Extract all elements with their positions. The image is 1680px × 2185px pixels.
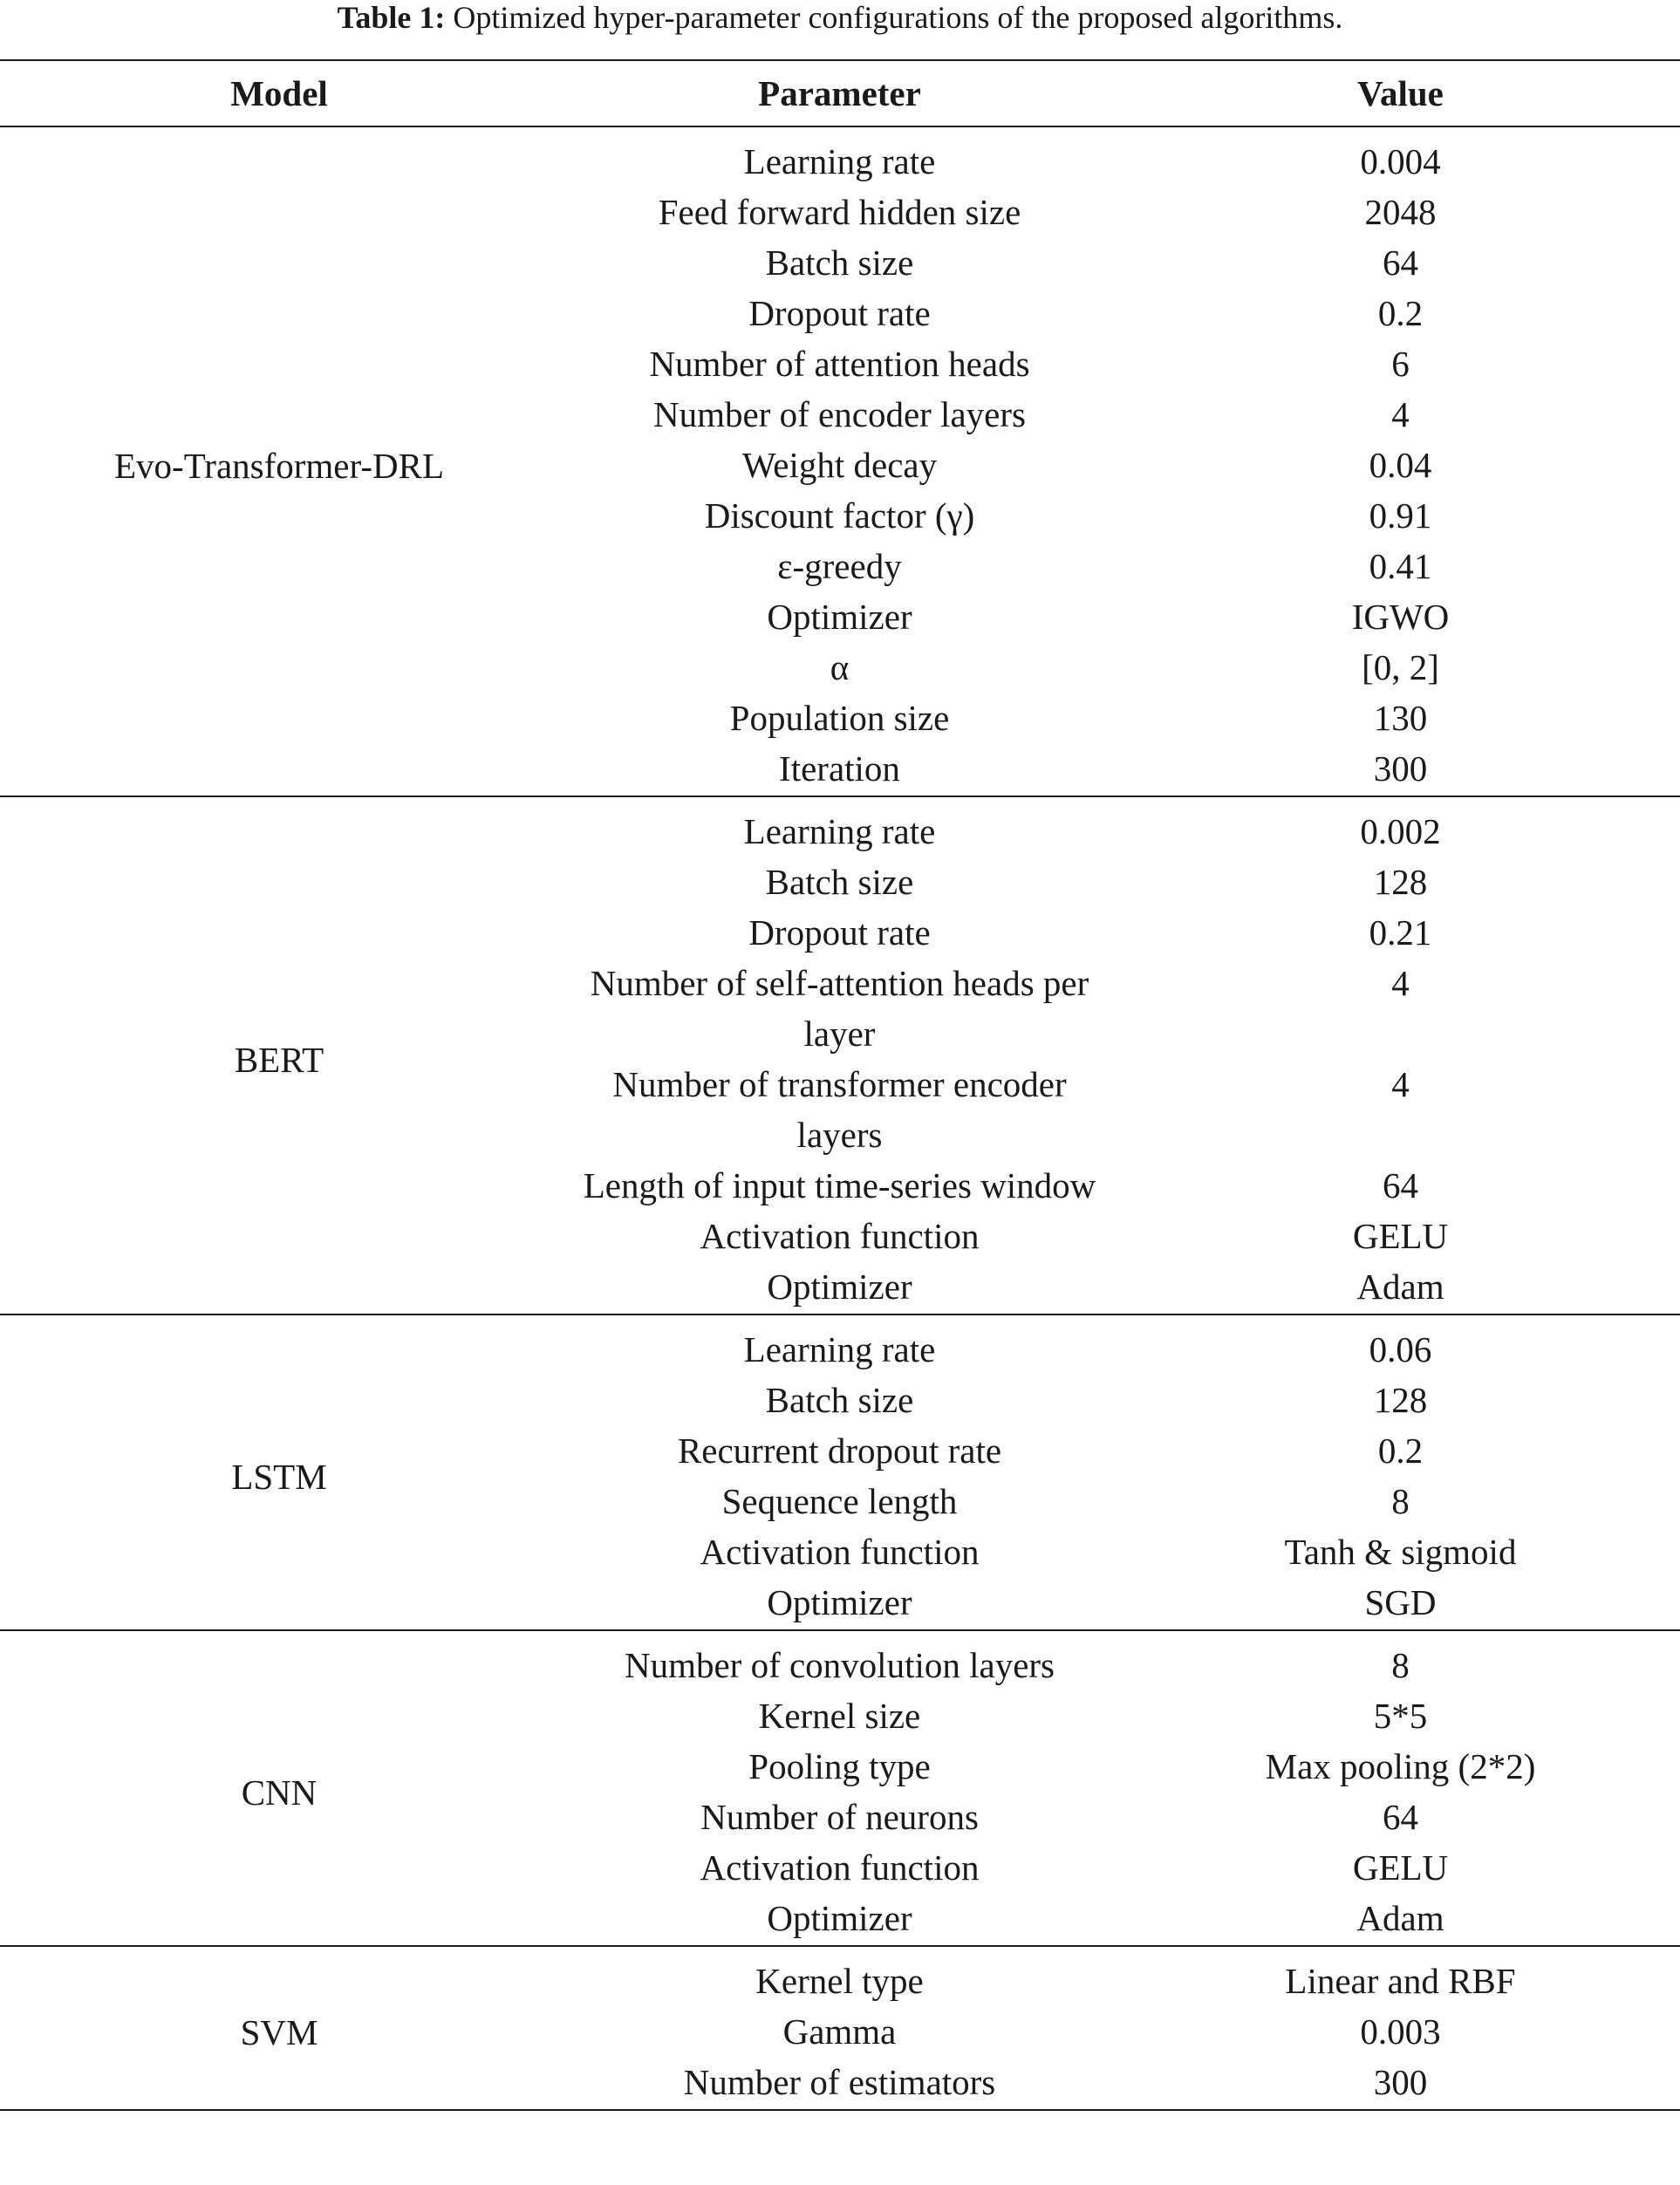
table-row: [0, 1314, 1680, 1375]
header-row: [0, 60, 1680, 126]
parameter-cell: [558, 2006, 1121, 2057]
parameter-cell: [558, 1211, 1121, 1261]
parameter-text: Optimizer: [767, 1582, 912, 1622]
value-cell: Adam: [1356, 1898, 1444, 1938]
parameter-text: Batch size: [765, 862, 914, 902]
parameter-cell: [558, 1160, 1121, 1211]
value-cell: 0.2: [1377, 1430, 1424, 1471]
value-cell: Linear and RBF: [1285, 1961, 1516, 2001]
table-row: [0, 126, 1680, 187]
model-name: LSTM: [231, 1457, 327, 1497]
parameter-text: Weight decay: [741, 445, 938, 485]
parameter-cell: [558, 1526, 1121, 1577]
value-cell: 64: [1383, 242, 1418, 283]
parameter-text: Number of neurons: [700, 1797, 979, 1837]
value-cell: 2048: [1364, 192, 1437, 232]
table-caption: [0, 0, 1680, 38]
parameter-cell: [558, 1893, 1121, 1946]
parameter-cell: [558, 541, 1121, 591]
value-cell: 6: [1391, 344, 1410, 384]
parameter-text: ε-greedy: [777, 546, 902, 586]
parameter-text: Recurrent dropout rate: [677, 1430, 1002, 1471]
value-cell: Max pooling (2*2): [1265, 1746, 1536, 1786]
parameter-text: Number of encoder layers: [653, 394, 1026, 434]
value-cell: 0.04: [1369, 445, 1432, 485]
hyperparameter-table-container: [0, 59, 1680, 2111]
header-parameter: Parameter: [558, 60, 1121, 126]
model-group-bert: [0, 796, 1680, 1314]
value-cell: 300: [1373, 748, 1428, 789]
parameter-text: Number of convolution layers: [624, 1645, 1055, 1685]
value-cell: 0.003: [1360, 2011, 1441, 2052]
header-model: Model: [0, 60, 558, 126]
value-cell: IGWO: [1351, 597, 1450, 637]
parameter-text: Discount factor (γ): [704, 495, 975, 536]
parameter-text: Number of estimators: [683, 2062, 996, 2102]
parameter-cell: [558, 1792, 1121, 1842]
value-cell: 0.21: [1369, 912, 1432, 953]
parameter-text: Kernel size: [758, 1696, 921, 1736]
value-cell: 300: [1373, 2062, 1428, 2102]
value-cell: [0, 2]: [1362, 647, 1439, 687]
model-group-evo-transformer-drl: [0, 126, 1680, 796]
parameter-text: Number of attention heads: [649, 344, 1030, 384]
parameter-text: Number of transformer encoder layers: [612, 1064, 1067, 1155]
parameter-text: Pooling type: [748, 1746, 931, 1786]
model-group-svm: [0, 1946, 1680, 2110]
parameter-cell: [558, 1476, 1121, 1526]
table-row: [0, 1630, 1680, 1690]
parameter-cell: [558, 796, 1121, 857]
caption-label: Table 1:: [337, 0, 446, 35]
parameter-text: Number of self-attention heads per layer: [590, 963, 1089, 1054]
parameter-cell: [558, 857, 1121, 907]
parameter-text: Learning rate: [743, 811, 936, 851]
parameter-cell: [558, 1375, 1121, 1425]
parameter-cell: [558, 1314, 1121, 1375]
value-cell: 128: [1373, 862, 1428, 902]
value-cell: 0.91: [1369, 495, 1432, 536]
parameter-text: Dropout rate: [748, 912, 931, 953]
value-cell: 4: [1391, 1064, 1410, 1104]
value-cell: 4: [1391, 394, 1410, 434]
parameter-text: Iteration: [779, 748, 900, 789]
value-cell: GELU: [1352, 1847, 1449, 1888]
value-cell: 0.2: [1377, 293, 1424, 333]
parameter-cell: [558, 1630, 1121, 1690]
parameter-cell: [558, 693, 1121, 743]
parameter-cell: [558, 1577, 1121, 1630]
table-header: [0, 60, 1680, 126]
value-cell: 8: [1391, 1481, 1410, 1521]
table-row: [0, 796, 1680, 857]
parameter-cell: [558, 1946, 1121, 2006]
parameter-text: Gamma: [782, 2011, 897, 2052]
value-cell: 128: [1373, 1380, 1428, 1420]
parameter-cell: [558, 338, 1121, 389]
parameter-cell: [558, 1059, 1121, 1160]
parameter-text: Length of input time-series window: [583, 1165, 1096, 1205]
value-cell: SGD: [1364, 1582, 1437, 1622]
caption-text: Optimized hyper-parameter configurations of the proposed algorithms.: [453, 0, 1343, 35]
value-cell: 0.41: [1369, 546, 1432, 586]
parameter-cell: [558, 389, 1121, 440]
value-cell: Tanh & sigmoid: [1284, 1532, 1517, 1572]
value-cell: 64: [1383, 1797, 1418, 1837]
model-name: BERT: [234, 1040, 324, 1080]
model-group-lstm: [0, 1314, 1680, 1630]
value-cell: 5*5: [1373, 1696, 1428, 1736]
header-value: Value: [1121, 60, 1680, 126]
parameter-cell: [558, 591, 1121, 642]
model-name: Evo-Transformer-DRL: [114, 446, 444, 486]
hyperparameter-table: [0, 59, 1680, 2111]
value-cell: 0.002: [1360, 811, 1441, 851]
parameter-text: Kernel type: [755, 1961, 924, 2001]
parameter-text: Learning rate: [743, 141, 936, 181]
parameter-cell: [558, 1842, 1121, 1893]
parameter-text: Dropout rate: [748, 293, 931, 333]
parameter-text: Optimizer: [767, 1267, 912, 1307]
value-cell: 0.004: [1360, 141, 1441, 181]
value-cell: GELU: [1352, 1216, 1449, 1256]
value-cell: Adam: [1356, 1267, 1444, 1307]
parameter-text: Sequence length: [721, 1481, 958, 1521]
parameter-cell: [558, 907, 1121, 958]
parameter-cell: [558, 1425, 1121, 1476]
model-name: SVM: [240, 2012, 318, 2052]
parameter-text: Feed forward hidden size: [658, 192, 1021, 232]
parameter-cell: [558, 1690, 1121, 1741]
parameter-text: Learning rate: [743, 1329, 936, 1369]
parameter-text: Activation function: [700, 1216, 980, 1256]
parameter-text: Optimizer: [767, 1898, 912, 1938]
parameter-cell: [558, 642, 1121, 693]
parameter-text: Activation function: [700, 1847, 980, 1888]
model-group-cnn: [0, 1630, 1680, 1946]
model-name: CNN: [241, 1772, 318, 1813]
parameter-text: Batch size: [765, 1380, 914, 1420]
parameter-cell: [558, 743, 1121, 796]
parameter-text: Batch size: [765, 242, 914, 283]
value-cell: 0.06: [1369, 1329, 1432, 1369]
parameter-text: Population size: [729, 698, 950, 738]
value-cell: 64: [1383, 1165, 1418, 1205]
value-cell: 4: [1391, 963, 1410, 1003]
parameter-text: Activation function: [700, 1532, 980, 1572]
parameter-cell: [558, 126, 1121, 187]
parameter-cell: [558, 288, 1121, 338]
parameter-cell: [558, 187, 1121, 237]
parameter-cell: [558, 1741, 1121, 1792]
parameter-text: α: [830, 647, 850, 687]
value-cell: 8: [1391, 1645, 1410, 1685]
parameter-cell: [558, 237, 1121, 288]
parameter-cell: [558, 2057, 1121, 2110]
table-row: [0, 1946, 1680, 2006]
value-cell: 130: [1373, 698, 1428, 738]
parameter-text: Optimizer: [767, 597, 912, 637]
parameter-cell: [558, 440, 1121, 490]
parameter-cell: [558, 958, 1121, 1059]
parameter-cell: [558, 1261, 1121, 1314]
parameter-cell: [558, 490, 1121, 541]
